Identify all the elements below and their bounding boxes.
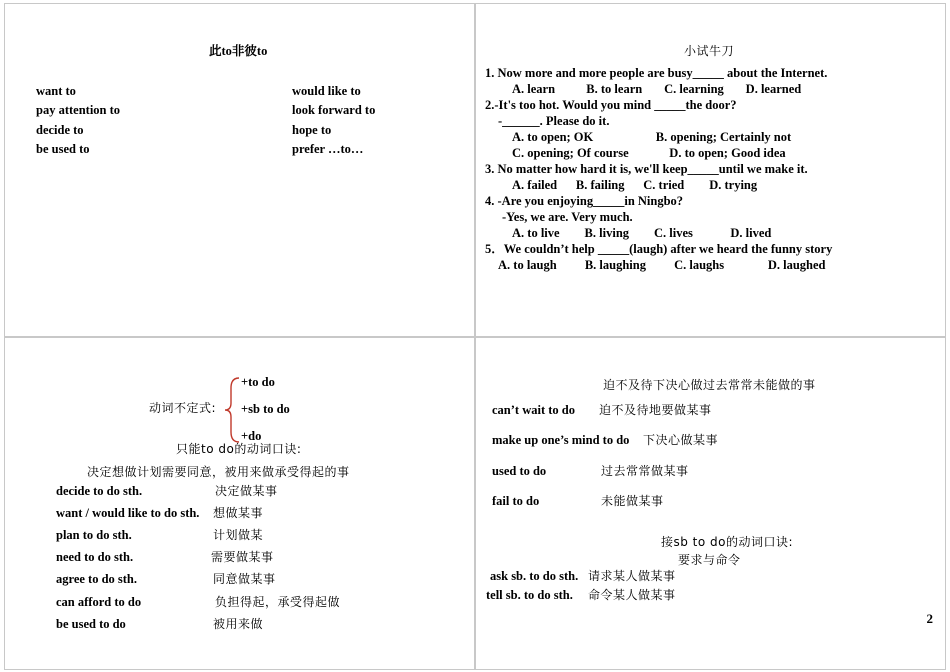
question-1-options: A. learn B. to learn C. learning D. learned <box>512 82 802 96</box>
verb-row-4-cn: 需要做某事 <box>211 550 274 564</box>
verb-row-7-cn: 被用来做 <box>213 617 264 631</box>
question-1: 1. Now more and more people are busy_____ about the Internet. <box>485 66 828 80</box>
phrase-left-1: want to <box>36 84 76 98</box>
question-2-reply: -______. Please do it. <box>498 114 610 128</box>
phrase-row-1-cn: 迫不及待地要做某事 <box>599 403 712 417</box>
sb-row-1-cn: 请求某人做某事 <box>588 569 676 583</box>
question-4-reply: -Yes, we are. Very much. <box>502 210 633 224</box>
phrase-right-2: look forward to <box>292 103 376 117</box>
phrase-row-4-en: fail to do <box>492 494 540 508</box>
infinitive-label: 动词不定式: <box>149 401 217 415</box>
question-2-options-ab: A. to open; OK B. opening; Certainly not <box>512 130 792 144</box>
phrase-left-2: pay attention to <box>36 103 121 117</box>
question-5-options: A. to laugh B. laughing C. laughs D. laughed <box>498 258 826 272</box>
question-4-options: A. to live B. living C. lives D. lived <box>512 226 772 240</box>
sb-row-1-en: ask sb. to do sth. <box>490 569 579 583</box>
question-2-options-cd: C. opening; Of course D. to open; Good idea <box>512 146 786 160</box>
sb-mnemonic-title: 接sb to do的动词口诀: <box>661 535 794 549</box>
infinitive-form-2: +sb to do <box>241 402 290 416</box>
verb-row-7-en: be used to do <box>56 617 126 631</box>
phrase-row-3-en: used to do <box>492 464 547 478</box>
question-2: 2.-It's too hot. Would you mind _____the door? <box>485 98 737 112</box>
verb-row-6-en: can afford to do <box>56 595 142 609</box>
infinitive-form-1: +to do <box>241 375 275 389</box>
phrase-row-4-cn: 未能做某事 <box>601 494 664 508</box>
verb-row-3-cn: 计划做某 <box>213 528 264 542</box>
verb-row-5-en: agree to do sth. <box>56 572 138 586</box>
verb-row-2-cn: 想做某事 <box>213 506 264 520</box>
curly-brace-icon <box>223 376 241 444</box>
verb-row-1-en: decide to do sth. <box>56 484 143 498</box>
verb-row-3-en: plan to do sth. <box>56 528 132 542</box>
infinitive-form-3: +do <box>241 429 262 443</box>
phrase-left-4: be used to <box>36 142 90 156</box>
sb-row-2-cn: 命令某人做某事 <box>588 588 676 602</box>
page-number: 2 <box>926 611 933 626</box>
slide-2-title: 小试牛刀 <box>684 44 735 58</box>
question-4: 4. -Are you enjoying_____in Ningbo? <box>485 194 684 208</box>
mnemonic-title: 只能to do的动词口诀: <box>176 442 302 456</box>
question-5: 5．We couldn’t help _____(laugh) after we heard the funny story <box>485 242 833 256</box>
verb-row-4-en: need to do sth. <box>56 550 134 564</box>
slide-4 <box>475 337 946 670</box>
slide-2 <box>475 3 946 337</box>
slide-1-title: 此to非彼to <box>209 44 268 58</box>
phrase-left-3: decide to <box>36 123 84 137</box>
verb-row-1-cn: 决定做某事 <box>215 484 278 498</box>
verb-row-2-en: want / would like to do sth. <box>56 506 200 520</box>
phrase-row-2-en: make up one’s mind to do <box>492 433 630 447</box>
sb-row-2-en: tell sb. to do sth. <box>486 588 573 602</box>
slide-1 <box>4 3 475 337</box>
phrase-row-2-cn: 下决心做某事 <box>643 433 719 447</box>
verb-row-5-cn: 同意做某事 <box>213 572 276 586</box>
mnemonic-text: 决定想做计划需要同意，被用来做承受得起的事 <box>87 465 350 479</box>
verb-row-6-cn: 负担得起，承受得起做 <box>215 595 341 609</box>
phrase-row-1-en: can’t wait to do <box>492 403 575 417</box>
phrase-right-3: hope to <box>292 123 332 137</box>
sb-mnemonic-text: 要求与命令 <box>678 553 741 567</box>
phrase-row-3-cn: 过去常常做某事 <box>601 464 689 478</box>
question-3: 3. No matter how hard it is, we'll keep_____until we make it. <box>485 162 808 176</box>
question-3-options: A. failed B. failing C. tried D. trying <box>512 178 758 192</box>
phrase-right-4: prefer …to… <box>292 142 364 156</box>
slide-4-mnemonic: 迫不及待下决心做过去常常未能做的事 <box>603 378 816 392</box>
slide-3 <box>4 337 475 670</box>
phrase-right-1: would like to <box>292 84 361 98</box>
